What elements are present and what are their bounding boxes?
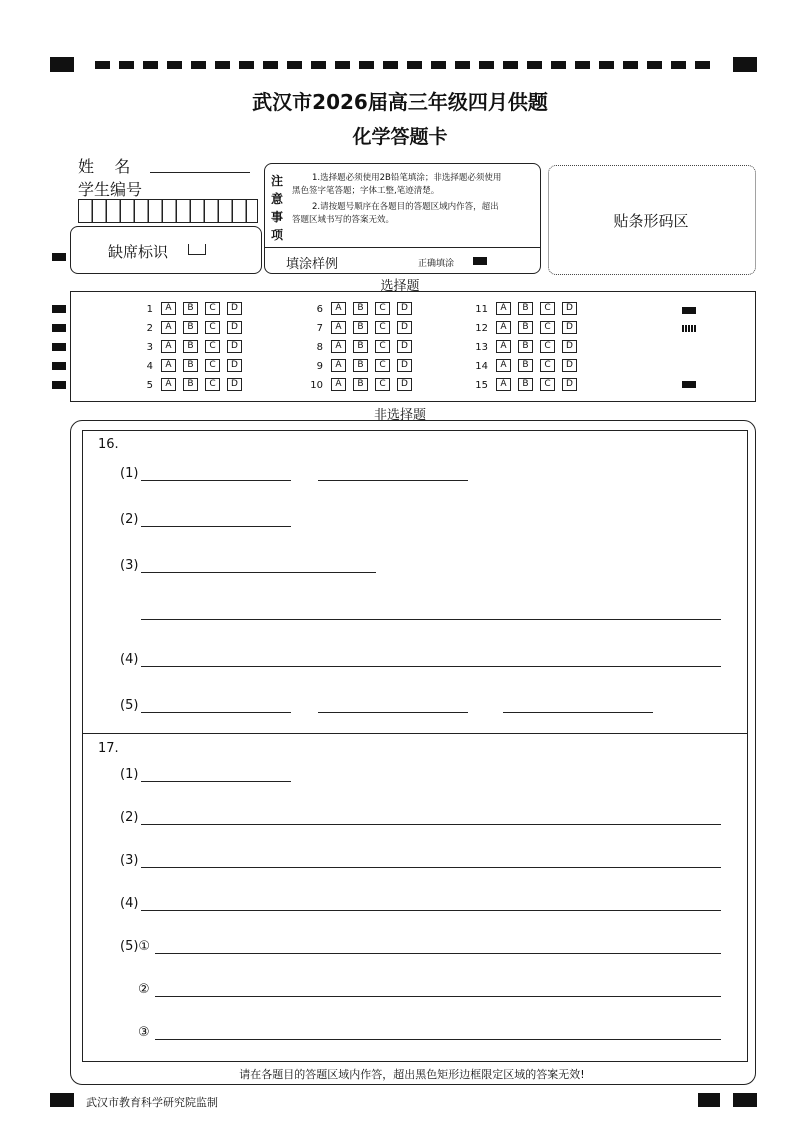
choice-question-number: 1: [146, 303, 153, 315]
q17-part2-answer[interactable]: [141, 824, 721, 825]
notice-rule-1: [292, 172, 536, 227]
institute-label: 武汉市教育科学研究院监制: [86, 1096, 218, 1109]
q17-part5-answer-3[interactable]: [155, 1039, 721, 1040]
choice-bubble-12-b[interactable]: B: [518, 321, 533, 334]
timing-mark-top-right: [733, 57, 757, 72]
q16-q17-divider: [82, 733, 747, 734]
choice-bubble-12-a[interactable]: A: [496, 321, 511, 334]
notice-divider: [264, 247, 540, 248]
nonchoice-inner-box: [82, 430, 748, 1062]
q16-part2-label: (2): [120, 512, 139, 527]
choice-bubble-4-a[interactable]: A: [161, 359, 176, 372]
choice-bubble-6-c[interactable]: C: [375, 302, 390, 315]
choice-bubble-9-b[interactable]: B: [353, 359, 368, 372]
timing-mark-bottom-right-1: [698, 1093, 720, 1107]
q17-part2-label: (2): [120, 810, 139, 825]
timing-mark-row-4: [52, 362, 66, 370]
choice-question-number: 8: [316, 341, 323, 353]
q16-part4-label: (4): [120, 652, 139, 667]
choice-bubble-9-c[interactable]: C: [375, 359, 390, 372]
answer-area-warning: 请在各题目的答题区域内作答，超出黑色矩形边框限定区域的答案无效!: [239, 1068, 585, 1081]
choice-bubble-14-a[interactable]: A: [496, 359, 511, 372]
student-id-label: 学生编号: [78, 180, 143, 199]
choice-bubble-3-d[interactable]: D: [227, 340, 242, 353]
choice-bubble-7-a[interactable]: A: [331, 321, 346, 334]
timing-mark-right-2: [682, 325, 696, 332]
notice-line-1: 1.选择题必须使用2B铅笔填涂；非选择题必须使用: [312, 173, 502, 183]
choice-question-12: [470, 321, 584, 335]
notice-line-2: 2.请按题号顺序在各题目的答题区域内作答，超出: [312, 202, 499, 212]
q17-part3-label: (3): [120, 853, 139, 868]
correct-fill-label: 正确填涂: [418, 259, 455, 269]
choice-question-15: [470, 378, 584, 392]
choice-bubble-6-b[interactable]: B: [353, 302, 368, 315]
choice-bubble-2-c[interactable]: C: [205, 321, 220, 334]
q16-part3-label: (3): [120, 558, 139, 573]
choice-bubble-2-b[interactable]: B: [183, 321, 198, 334]
timing-mark-row-1: [52, 305, 66, 313]
choice-question-number: 12: [475, 322, 488, 334]
choice-bubble-13-b[interactable]: B: [518, 340, 533, 353]
choice-bubble-8-b[interactable]: B: [353, 340, 368, 353]
q17-part4-answer[interactable]: [141, 910, 721, 911]
choice-bubble-15-d[interactable]: D: [562, 378, 577, 391]
choice-bubble-6-d[interactable]: D: [397, 302, 412, 315]
timing-mark-right-1: [682, 307, 696, 314]
choice-bubble-10-d[interactable]: D: [397, 378, 412, 391]
notice-line-2b: 答题区域书写的答案无效。: [292, 215, 395, 225]
choice-bubble-5-b[interactable]: B: [183, 378, 198, 391]
timing-mark-bottom-left: [50, 1093, 74, 1107]
choice-question-5: [135, 378, 249, 392]
choice-question-number: 5: [146, 379, 153, 391]
choice-bubble-11-a[interactable]: A: [496, 302, 511, 315]
choice-bubble-8-a[interactable]: A: [331, 340, 346, 353]
choice-bubble-14-b[interactable]: B: [518, 359, 533, 372]
card-subtitle: 化学答题卡: [352, 126, 448, 148]
choice-question-1: [135, 302, 249, 316]
q16-part4-answer[interactable]: [141, 666, 721, 667]
choice-question-13: [470, 340, 584, 354]
q16-part1-answer-a[interactable]: [141, 480, 291, 481]
timing-mark-row-5: [52, 381, 66, 389]
choice-question-number: 15: [475, 379, 488, 391]
q16-part5-answer-a[interactable]: [141, 712, 291, 713]
notice-line-1b: 黑色签字笔答题；字体工整,笔迹清楚。: [292, 186, 440, 196]
choice-bubble-11-c[interactable]: C: [540, 302, 555, 315]
choice-bubble-11-d[interactable]: D: [562, 302, 577, 315]
choice-question-8: [305, 340, 419, 354]
name-field[interactable]: [150, 172, 250, 173]
q17-number: 17.: [98, 741, 119, 756]
q16-number: 16.: [98, 437, 119, 452]
q16-part3-answer-b[interactable]: [141, 619, 721, 620]
timing-mark-left-info: [52, 253, 66, 261]
choice-question-9: [305, 359, 419, 373]
choice-question-number: 6: [316, 303, 323, 315]
q16-part1-label: (1): [120, 466, 139, 481]
choice-bubble-3-b[interactable]: B: [183, 340, 198, 353]
choice-question-number: 3: [146, 341, 153, 353]
q17-part5-label: (5)①: [120, 939, 151, 954]
q17-part5-answer-1[interactable]: [155, 953, 721, 954]
choice-question-number: 4: [146, 360, 153, 372]
choice-question-7: [305, 321, 419, 335]
choice-bubble-2-a[interactable]: A: [161, 321, 176, 334]
absent-checkbox[interactable]: [188, 244, 206, 255]
fill-sample-label: 填涂样例: [286, 257, 339, 272]
choice-bubble-10-a[interactable]: A: [331, 378, 346, 391]
choice-bubble-12-d[interactable]: D: [562, 321, 577, 334]
choice-bubble-1-d[interactable]: D: [227, 302, 242, 315]
choice-bubble-13-a[interactable]: A: [496, 340, 511, 353]
q17-part1-answer[interactable]: [141, 781, 291, 782]
barcode-label: 贴条形码区: [613, 212, 689, 230]
choice-bubble-4-c[interactable]: C: [205, 359, 220, 372]
name-label: 姓 名: [78, 157, 131, 176]
choice-question-number: 10: [310, 379, 323, 391]
choice-question-number: 9: [316, 360, 323, 372]
choice-question-number: 7: [316, 322, 323, 334]
notice-char-1: 注: [271, 174, 284, 188]
choice-question-number: 2: [146, 322, 153, 334]
notice-char-4: 项: [271, 228, 284, 242]
notice-char-3: 事: [271, 210, 284, 224]
choice-bubble-8-c[interactable]: C: [375, 340, 390, 353]
choice-bubble-7-b[interactable]: B: [353, 321, 368, 334]
choice-question-number: 13: [475, 341, 488, 353]
choice-bubble-7-c[interactable]: C: [375, 321, 390, 334]
timing-mark-right-5: [682, 381, 696, 388]
choice-question-number: 14: [475, 360, 488, 372]
choice-bubble-6-a[interactable]: A: [331, 302, 346, 315]
q16-part5-answer-c[interactable]: [503, 712, 653, 713]
choice-question-14: [470, 359, 584, 373]
timing-dash-row: [95, 61, 715, 69]
student-id-grid[interactable]: [78, 199, 258, 223]
choice-bubble-9-a[interactable]: A: [331, 359, 346, 372]
choice-question-10: [305, 378, 419, 392]
choice-bubble-5-d[interactable]: D: [227, 378, 242, 391]
choice-bubble-1-a[interactable]: A: [161, 302, 176, 315]
choice-bubble-15-a[interactable]: A: [496, 378, 511, 391]
choice-bubble-9-d[interactable]: D: [397, 359, 412, 372]
choice-question-2: [135, 321, 249, 335]
choice-bubble-3-c[interactable]: C: [205, 340, 220, 353]
choice-bubble-13-d[interactable]: D: [562, 340, 577, 353]
choice-bubble-15-c[interactable]: C: [540, 378, 555, 391]
choice-question-6: [305, 302, 419, 316]
q17-part5-answer-2[interactable]: [155, 996, 721, 997]
q16-part5-label: (5): [120, 698, 139, 713]
choice-bubble-13-c[interactable]: C: [540, 340, 555, 353]
choice-bubble-10-b[interactable]: B: [353, 378, 368, 391]
choice-bubble-4-d[interactable]: D: [227, 359, 242, 372]
choice-question-number: 11: [475, 303, 488, 315]
choice-bubble-1-c[interactable]: C: [205, 302, 220, 315]
choice-bubble-5-a[interactable]: A: [161, 378, 176, 391]
notice-char-2: 意: [271, 192, 284, 206]
absent-label: 缺席标识: [108, 243, 169, 261]
choice-bubble-1-b[interactable]: B: [183, 302, 198, 315]
exam-title: 武汉市2026届高三年级四月供题: [252, 90, 548, 114]
q17-part1-label: (1): [120, 767, 139, 782]
q17-part5-sub2-label: ②: [138, 982, 150, 997]
timing-mark-row-3: [52, 343, 66, 351]
choice-bubble-12-c[interactable]: C: [540, 321, 555, 334]
choice-question-3: [135, 340, 249, 354]
timing-mark-row-2: [52, 324, 66, 332]
choice-bubble-10-c[interactable]: C: [375, 378, 390, 391]
choice-question-11: [470, 302, 584, 316]
q16-part1-answer-b[interactable]: [318, 480, 468, 481]
choice-bubble-7-d[interactable]: D: [397, 321, 412, 334]
choice-bubble-14-c[interactable]: C: [540, 359, 555, 372]
choice-bubble-11-b[interactable]: B: [518, 302, 533, 315]
timing-mark-bottom-right-2: [733, 1093, 757, 1107]
choice-section-label: 选择题: [380, 279, 420, 294]
choice-question-4: [135, 359, 249, 373]
q16-part5-answer-b[interactable]: [318, 712, 468, 713]
q17-part5-sub3-label: ③: [138, 1025, 150, 1040]
notice-title: [271, 172, 287, 244]
q17-part4-label: (4): [120, 896, 139, 911]
choice-bubble-14-d[interactable]: D: [562, 359, 577, 372]
choice-bubble-8-d[interactable]: D: [397, 340, 412, 353]
choice-bubble-15-b[interactable]: B: [518, 378, 533, 391]
choice-bubble-2-d[interactable]: D: [227, 321, 242, 334]
q16-part2-answer[interactable]: [141, 526, 291, 527]
choice-bubble-3-a[interactable]: A: [161, 340, 176, 353]
q17-part3-answer[interactable]: [141, 867, 721, 868]
correct-fill-sample: [473, 257, 487, 265]
choice-bubble-4-b[interactable]: B: [183, 359, 198, 372]
nonchoice-section-label: 非选择题: [373, 408, 426, 423]
choice-bubble-5-c[interactable]: C: [205, 378, 220, 391]
q16-part3-answer-a[interactable]: [141, 572, 376, 573]
timing-mark-top-left: [50, 57, 74, 72]
